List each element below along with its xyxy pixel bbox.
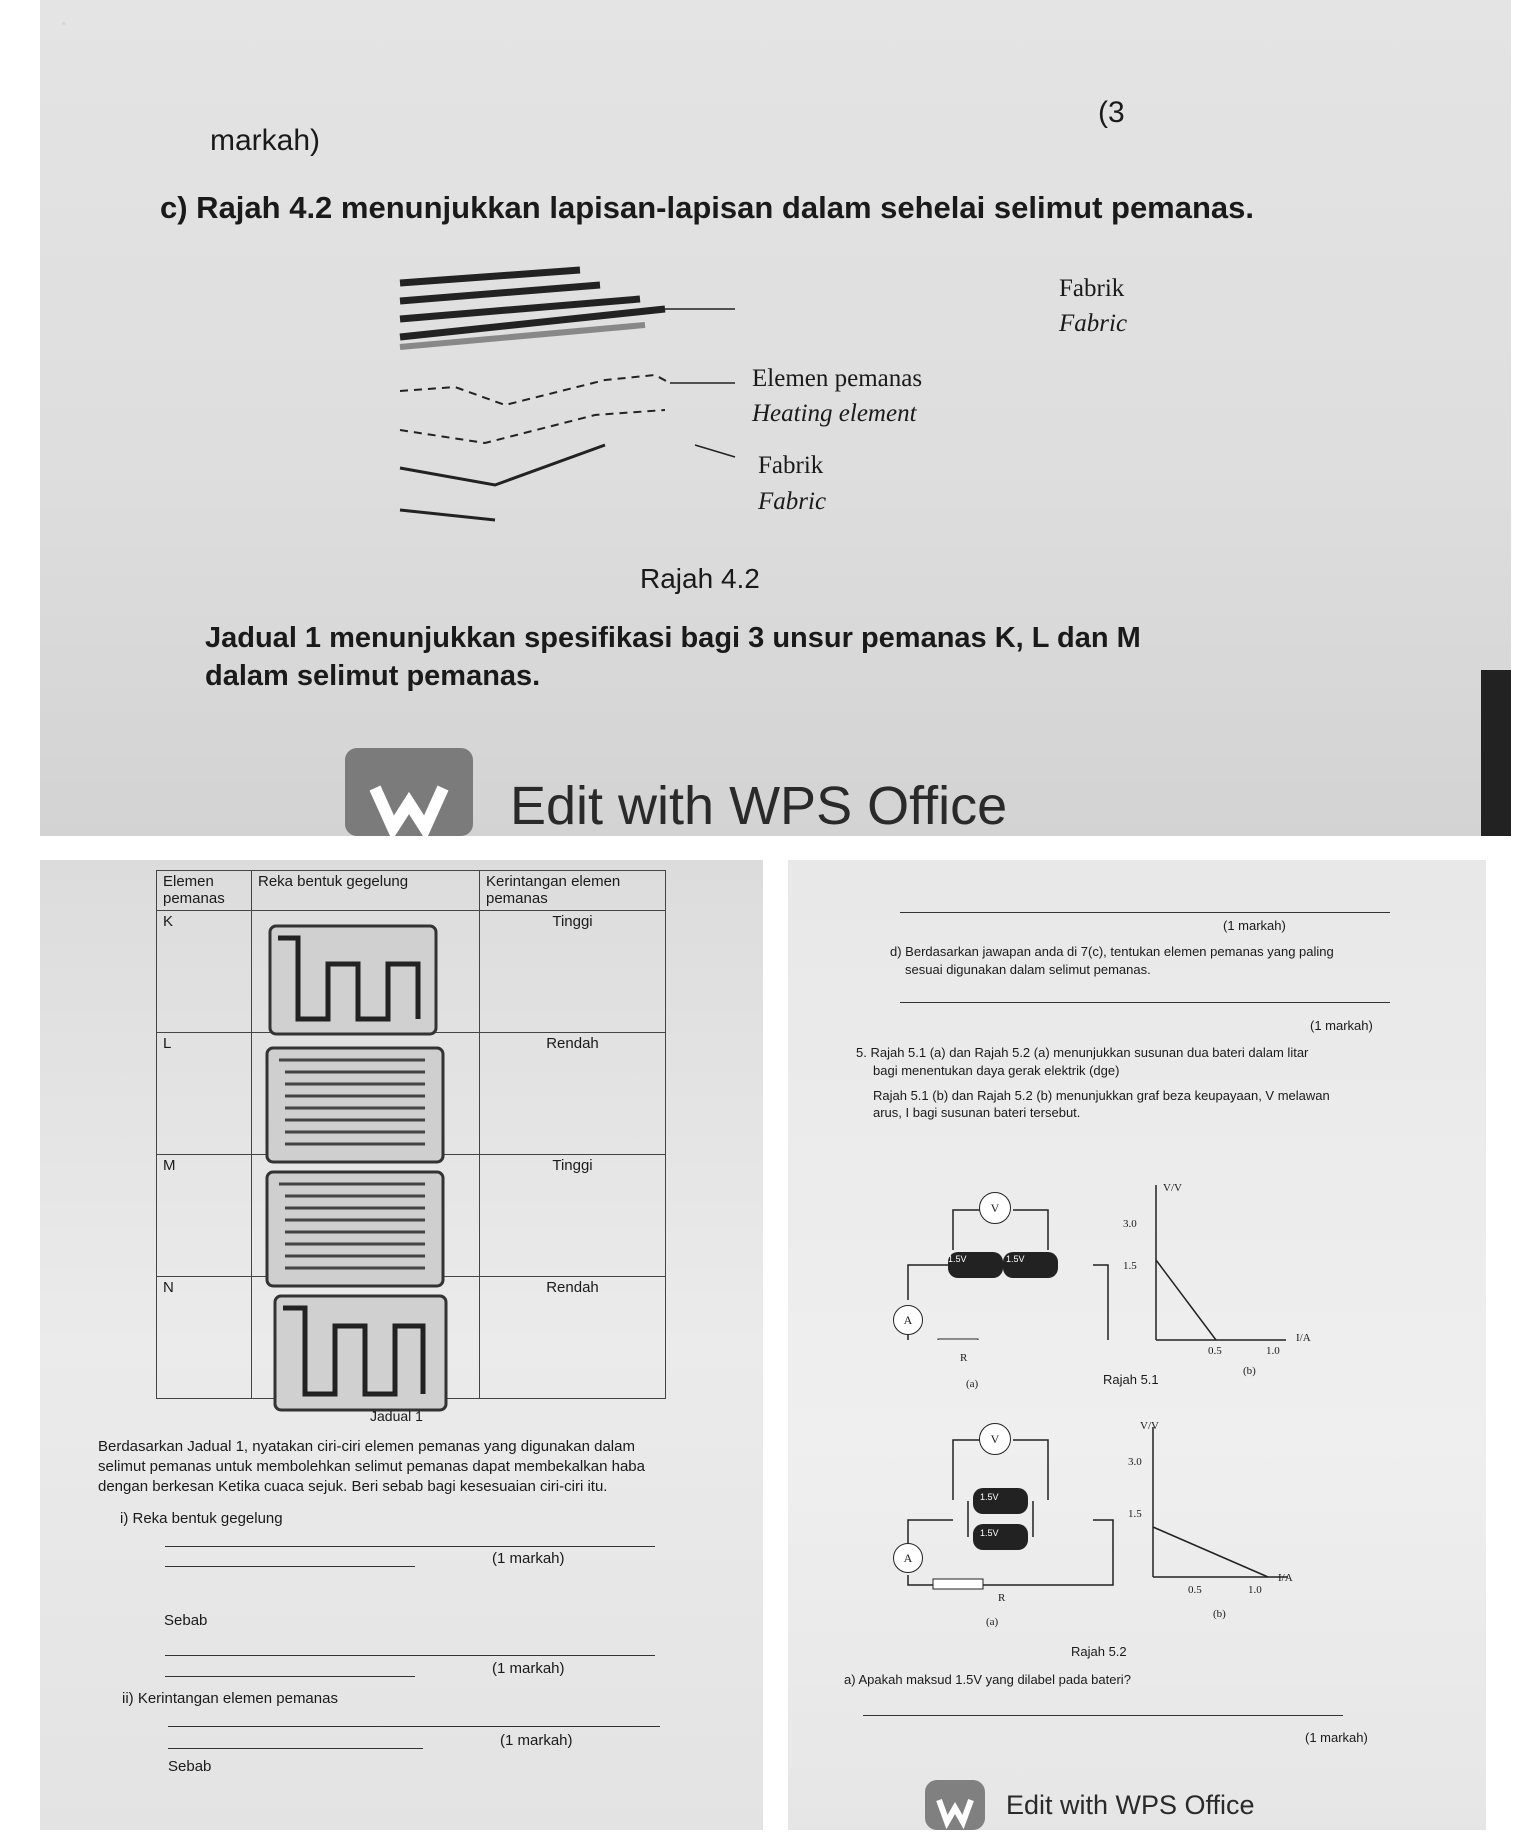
wps-watermark-text: Edit with WPS Office	[510, 776, 1008, 836]
y-tick-label: 3.0	[1123, 1218, 1137, 1230]
element-cell: K	[157, 911, 252, 1033]
y-tick-label: 1.5	[1128, 1508, 1142, 1520]
ammeter-icon: A	[893, 1305, 923, 1335]
subfigure-a-label: (a)	[986, 1616, 999, 1628]
header-resistivity: Kerintangan elemen pemanas	[480, 871, 666, 911]
diagram-caption: Rajah 4.2	[640, 563, 760, 594]
battery-label: 1.5V	[1006, 1254, 1025, 1264]
question-c: c) Rajah 4.2 menunjukkan lapisan-lapisan dalam sehelai selimut pemanas.	[160, 190, 1255, 225]
paragraph-line2: selimut pemanas untuk membolehkan selimut pemanas dapat membekalkan haba	[98, 1458, 645, 1475]
mark-top: (1 markah)	[1223, 918, 1286, 933]
x-axis-label: I/A	[1278, 1572, 1293, 1584]
table-caption: Jadual 1	[370, 1408, 423, 1424]
question5-line4: arus, I bagi susunan bateri tersebut.	[873, 1105, 1081, 1120]
wps-watermark-text: Edit with WPS Office	[1006, 1790, 1255, 1820]
bottom-right-page-photo	[788, 860, 1486, 1830]
header-element: Elemen pemanas	[157, 871, 252, 911]
answer-line[interactable]	[900, 1002, 1390, 1003]
answer-line[interactable]	[900, 912, 1390, 913]
y-tick-label: 3.0	[1128, 1456, 1142, 1468]
wps-logo-icon	[925, 1780, 985, 1830]
coil-l-drawing	[265, 1046, 445, 1164]
y-axis-label: V/V	[1140, 1420, 1159, 1432]
answer-line[interactable]	[168, 1748, 423, 1749]
question5-line3: Rajah 5.1 (b) dan Rajah 5.2 (b) menunjukkan graf beza keupayaan, V melawan	[873, 1088, 1330, 1103]
mark-ii: (1 markah)	[500, 1732, 573, 1749]
layer2-label-ms: Elemen pemanas	[752, 365, 923, 392]
coil-m-drawing	[265, 1170, 445, 1288]
layer2-label-en: Heating element	[752, 400, 917, 427]
page-edge-shadow	[1481, 670, 1511, 836]
marks-close: markah)	[210, 124, 321, 157]
element-cell: N	[157, 1277, 252, 1399]
question5-line1: 5. Rajah 5.1 (a) dan Rajah 5.2 (a) menunjukkan susunan dua bateri dalam litar	[856, 1045, 1309, 1060]
wps-logo-icon	[345, 748, 473, 836]
figure-5-1-caption: Rajah 5.1	[1103, 1372, 1159, 1387]
subfigure-a-label: (a)	[966, 1378, 979, 1390]
x-tick-label: 1.0	[1266, 1345, 1280, 1357]
question-d-line2: sesuai digunakan dalam selimut pemanas.	[905, 962, 1151, 977]
graph-5-1	[1136, 1180, 1296, 1350]
resistor-label: R	[960, 1352, 968, 1364]
resistivity-cell: Rendah	[480, 1033, 666, 1155]
table-intro-line1: Jadual 1 menunjukkan spesifikasi bagi 3 unsur pemanas K, L dan M	[205, 622, 1141, 654]
marks-open: (3	[1098, 96, 1125, 129]
x-axis-label: I/A	[1296, 1332, 1311, 1344]
mark-d: (1 markah)	[1310, 1018, 1373, 1033]
question-a: a) Apakah maksud 1.5V yang dilabel pada bateri?	[844, 1672, 1131, 1687]
mark-i: (1 markah)	[492, 1550, 565, 1567]
question-ii: ii) Kerintangan elemen pemanas	[122, 1690, 338, 1707]
x-tick-label: 1.0	[1248, 1584, 1262, 1596]
resistivity-cell: Rendah	[480, 1277, 666, 1399]
subfigure-b-label: (b)	[1243, 1365, 1256, 1377]
answer-line[interactable]	[165, 1655, 655, 1656]
graph-line	[1153, 1527, 1268, 1577]
answer-line[interactable]	[863, 1715, 1343, 1716]
graph-5-2	[1128, 1422, 1298, 1587]
voltmeter-icon: V	[979, 1192, 1011, 1224]
battery-label: 1.5V	[948, 1254, 967, 1264]
top-page-photo: . (3 markah) c) Rajah 4.2 menunjukkan lapisan-lapisan dalam sehelai selimut pemanas. Fabrik Fabric Elemen pemanas Heating element Fabrik Fabric Rajah 4.2 Jadual 1 menunjukkan spesifikasi bagi 3 unsur pemanas K, L dan M dalam selimut pemanas. Edit with WPS Office	[40, 0, 1511, 836]
paragraph-line3: dengan berkesan Ketika cuaca sejuk. Beri sebab bagi kesesuaian ciri-ciri itu.	[98, 1478, 608, 1495]
element-cell: M	[157, 1155, 252, 1277]
subfigure-b-label: (b)	[1213, 1608, 1226, 1620]
battery-label: 1.5V	[980, 1492, 999, 1502]
answer-line[interactable]	[165, 1676, 415, 1677]
x-tick-label: 0.5	[1188, 1584, 1202, 1596]
header-coil-design: Reka bentuk gegelung	[252, 871, 480, 911]
reason-label-1: Sebab	[164, 1612, 208, 1629]
resistivity-cell: Tinggi	[480, 911, 666, 1033]
graph-line	[1156, 1260, 1216, 1340]
y-axis-label: V/V	[1163, 1182, 1182, 1194]
paragraph-line1: Berdasarkan Jadual 1, nyatakan ciri-ciri elemen pemanas yang digunakan dalam	[98, 1438, 635, 1455]
question-d-line1: d) Berdasarkan jawapan anda di 7(c), tentukan elemen pemanas yang paling	[890, 944, 1334, 959]
voltmeter-icon: V	[979, 1423, 1011, 1455]
x-tick-label: 0.5	[1208, 1345, 1222, 1357]
table-intro-line2: dalam selimut pemanas.	[205, 660, 541, 692]
layer1-label-ms: Fabrik	[1059, 275, 1125, 302]
heating-element-layer	[400, 375, 670, 443]
fabric-layer-bottom	[400, 445, 605, 520]
mark-a: (1 markah)	[1305, 1730, 1368, 1745]
resistivity-cell: Tinggi	[480, 1155, 666, 1277]
coil-n-drawing	[273, 1294, 448, 1412]
answer-line[interactable]	[168, 1726, 660, 1727]
question5-line2: bagi menentukan daya gerak elektrik (dge)	[873, 1063, 1120, 1078]
answer-line[interactable]	[165, 1566, 415, 1567]
layer3-label-en: Fabric	[758, 488, 827, 515]
answer-line[interactable]	[165, 1546, 655, 1547]
layer3-label-ms: Fabrik	[758, 452, 824, 479]
element-cell: L	[157, 1033, 252, 1155]
bottom-left-page-photo	[40, 860, 763, 1830]
layer1-label-en: Fabric	[1059, 310, 1128, 337]
ammeter-icon: A	[893, 1543, 923, 1573]
resistor-label: R	[998, 1592, 1006, 1604]
y-tick-label: 1.5	[1123, 1260, 1137, 1272]
battery-label: 1.5V	[980, 1528, 999, 1538]
mark-reason-1: (1 markah)	[492, 1660, 565, 1677]
reason-label-2: Sebab	[168, 1758, 212, 1775]
coil-k-drawing	[268, 924, 438, 1036]
question-i: i) Reka bentuk gegelung	[120, 1510, 283, 1527]
figure-5-2-caption: Rajah 5.2	[1071, 1644, 1127, 1659]
